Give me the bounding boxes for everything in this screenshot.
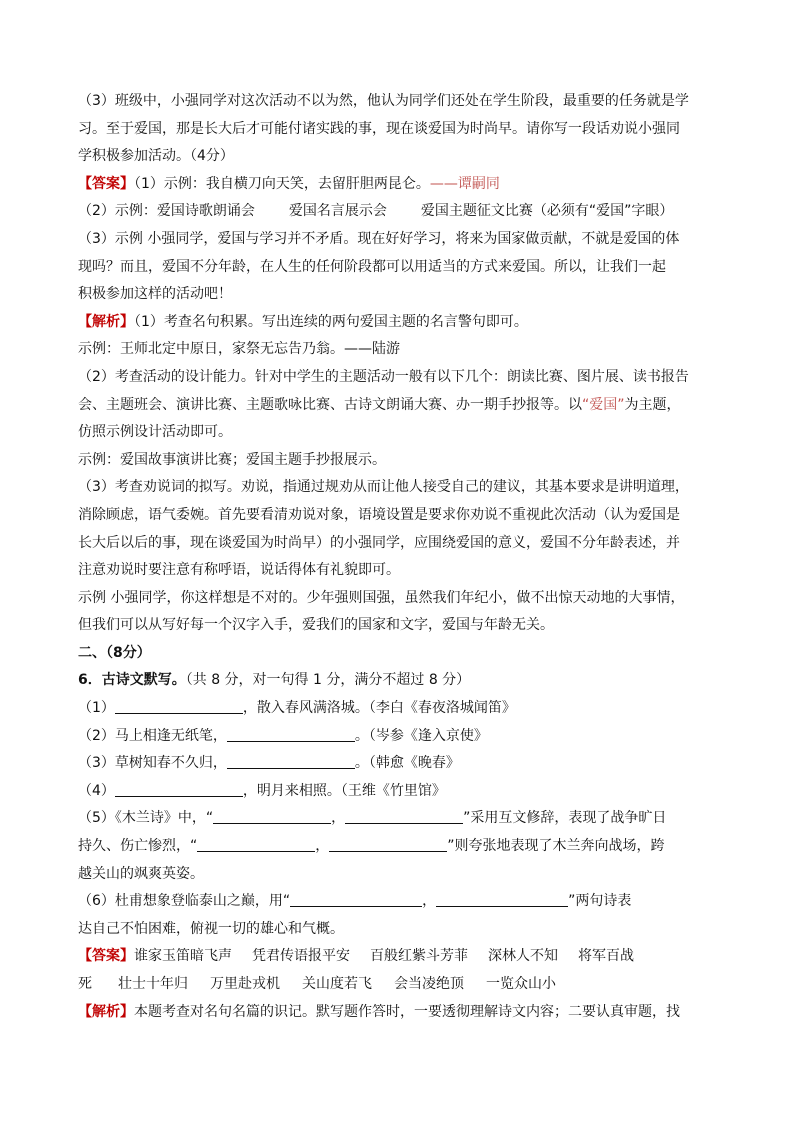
answer-2-item: 爱国主题征文比赛（必须有“爱国”字眼） (420, 203, 674, 220)
answer-item: 百般红紫斗芳菲 (370, 948, 468, 965)
answer-item: 会当凌绝顶 (394, 976, 464, 992)
analysis-3-example-line-2: 但我们可以从写好每一个汉字入手，爱我们的国家和文字，爱国与年龄无关。 (78, 617, 554, 634)
answer-2 (78, 198, 678, 226)
answer-2-item: 爱国名言展示会 (288, 203, 387, 220)
answer-item: 将军百战 (578, 948, 634, 965)
item-text: ， (422, 893, 437, 910)
analysis-3-line-1: （3）考查劝说词的拟写。劝说，指通过规劝从而让他人接受自己的建议，其基本要求是讲明道理， (78, 479, 689, 496)
item-text: （3）草树知春不久归， (78, 755, 227, 772)
answer-1 (78, 171, 678, 199)
q6-item-3 (78, 750, 678, 778)
q6-title (78, 667, 678, 695)
item-text: 。（岑参《逢入京使》 (354, 727, 488, 744)
q6-item-5-line-2 (78, 833, 678, 861)
q6-analysis (78, 999, 678, 1027)
analysis-1-example: 示例：王师北定中原日，家祭无忘告乃翁。——陆游 (78, 341, 400, 358)
q3-prompt-line-3: 学积极参加活动。（4分） (78, 148, 234, 165)
blank-field (115, 782, 243, 797)
item-text: 持久、伤亡惨烈，“ (78, 838, 198, 855)
blank-field (436, 892, 568, 907)
answer-3-line-3: 积极参加这样的活动吧！ (78, 286, 232, 303)
analysis-2-highlight: “爱国” (582, 396, 625, 413)
answer-item: 谁家玉笛暗飞声 (134, 948, 232, 965)
analysis-tag: 【解析】 (78, 1003, 134, 1020)
item-text: ，散入春风满洛城。（李白《春夜洛城闻笛》 (242, 700, 516, 717)
answer-1-text: （1）示例：我自横刀向天笑，去留肝胆两昆仑。 (134, 175, 430, 192)
blank-field (197, 837, 315, 852)
item-text: ”采用互文修辞，表现了战争旷日 (463, 810, 667, 827)
q6-item-2 (78, 723, 678, 751)
answer-item: 关山度若飞 (302, 976, 372, 992)
analysis-1-text: （1）考查名句积累。写出连续的两句爱国主题的名言警句即可。 (134, 313, 528, 330)
answer-3-line-2: 现吗？而且，爱国不分年龄，在人生的任何阶段都可以用适当的方式来爱国。所以，让我们一起 (78, 258, 666, 275)
q6-item-5-line-1 (78, 805, 678, 833)
q6-title-text: 6．古诗文默写。 (78, 672, 186, 689)
item-text: ”则夸张地表现了木兰奔向战场，跨 (447, 838, 665, 855)
analysis-2-line-1: （2）考查活动的设计能力。针对中学生的主题活动一般有以下几个：朗读比赛、图片展、读书报告 (78, 368, 689, 385)
answer-1-attribution: ——谭嗣同 (429, 175, 500, 192)
blank-field (227, 727, 355, 742)
answer-tag: 【答案】 (78, 948, 134, 965)
q6-answer-row-1 (78, 943, 678, 971)
analysis-2-line-3: 仿照示例设计活动即可。 (78, 424, 232, 441)
analysis-2-line-2 (78, 392, 681, 420)
analysis-2-text: 会、主题班会、演讲比赛、主题歌咏比赛、古诗文朗诵大赛、办一期手抄报等。以 (78, 396, 582, 413)
answer-2-item: 爱国诗歌朗诵会 (156, 203, 255, 220)
analysis-text: 本题考查对名句名篇的识记。默写题作答时，一要透彻理解诗文内容；二要认真审题，找 (134, 1003, 680, 1020)
item-text: （6）杜甫想象登临泰山之巅，用“ (78, 893, 291, 910)
q6-item-6-line-2: 达自己不怕困难，俯视一切的雄心和气概。 (78, 920, 344, 937)
blank-field (227, 754, 355, 769)
analysis-1 (78, 309, 678, 337)
item-text: ， (331, 810, 346, 827)
answer-3-line-1: （3）示例 小强同学，爱国与学习并不矛盾。现在好好学习，将来为国家做贡献，不就是爱国的体 (78, 230, 680, 247)
item-text: ，明月来相照。（王维《竹里馆》 (242, 782, 446, 799)
answer-item: 一览众山小 (486, 976, 556, 992)
q6-note: （共 8 分，对一句得 1 分，满分不超过 8 分） (185, 672, 471, 689)
item-text: ”两句诗表 (568, 893, 632, 910)
blank-field (115, 699, 243, 714)
answer-2-prefix: （2）示例： (78, 203, 157, 220)
blank-field (213, 809, 331, 824)
analysis-3-line-2: 消除顾虑，语气委婉。首先要看清劝说对象，语境设置是要求你劝说不重视此次活动（认为爱国是 (78, 506, 680, 523)
analysis-3-example-line-1: 示例 小强同学，你这样想是不对的。少年强则国强，虽然我们年纪小，做不出惊天动地的大事情， (78, 589, 685, 606)
answer-item: 万里赴戎机 (210, 976, 280, 992)
q6-item-4 (78, 778, 678, 806)
q3-prompt-line-1: （3）班级中，小强同学对这次活动不以为然，他认为同学们还处在学生阶段，最重要的任务就是学 (78, 93, 689, 109)
q6-item-5-line-3: 越关山的飒爽英姿。 (78, 865, 204, 882)
answer-item: 凭君传语报平安 (252, 948, 350, 965)
blank-field (329, 837, 447, 852)
q3-prompt-line-2: 习。至于爱国，那是长大后才可能付诸实践的事，现在谈爱国为时尚早。请你写一段话劝说小强同 (78, 120, 680, 137)
item-text: （2）马上相逢无纸笔， (78, 727, 227, 744)
analysis-2-example: 示例：爱国故事演讲比赛；爱国主题手抄报展示。 (78, 451, 386, 468)
item-number: （4） (78, 782, 115, 799)
item-text: （5）《木兰诗》中，“ (78, 810, 214, 827)
analysis-3-line-3: 长大后以后的事，现在谈爱国为时尚早）的小强同学，应围绕爱国的意义，爱国不分年龄表述，并 (78, 534, 680, 551)
analysis-3-line-4: 注意劝说时要注意有称呼语，说话得体有礼貌即可。 (78, 562, 400, 579)
answer-item: 壮士十年归 (118, 976, 188, 992)
section-2-title: 二、（8分） (78, 644, 151, 661)
blank-field (290, 892, 422, 907)
analysis-2-text: 为主题， (624, 396, 681, 413)
q6-item-1 (78, 695, 678, 723)
item-text: ， (315, 838, 330, 855)
q6-item-6-line-1 (78, 888, 678, 916)
item-text: 。（韩愈《晚春》 (354, 755, 460, 772)
answer-item: 死 (78, 976, 92, 992)
answer-item: 深林人不知 (488, 948, 558, 965)
answer-tag: 【答案】 (78, 175, 134, 192)
item-number: （1） (78, 700, 115, 717)
blank-field (345, 809, 463, 824)
q6-answer-row-2 (78, 971, 678, 999)
analysis-tag: 【解析】 (78, 313, 134, 330)
document-page (78, 88, 689, 1026)
